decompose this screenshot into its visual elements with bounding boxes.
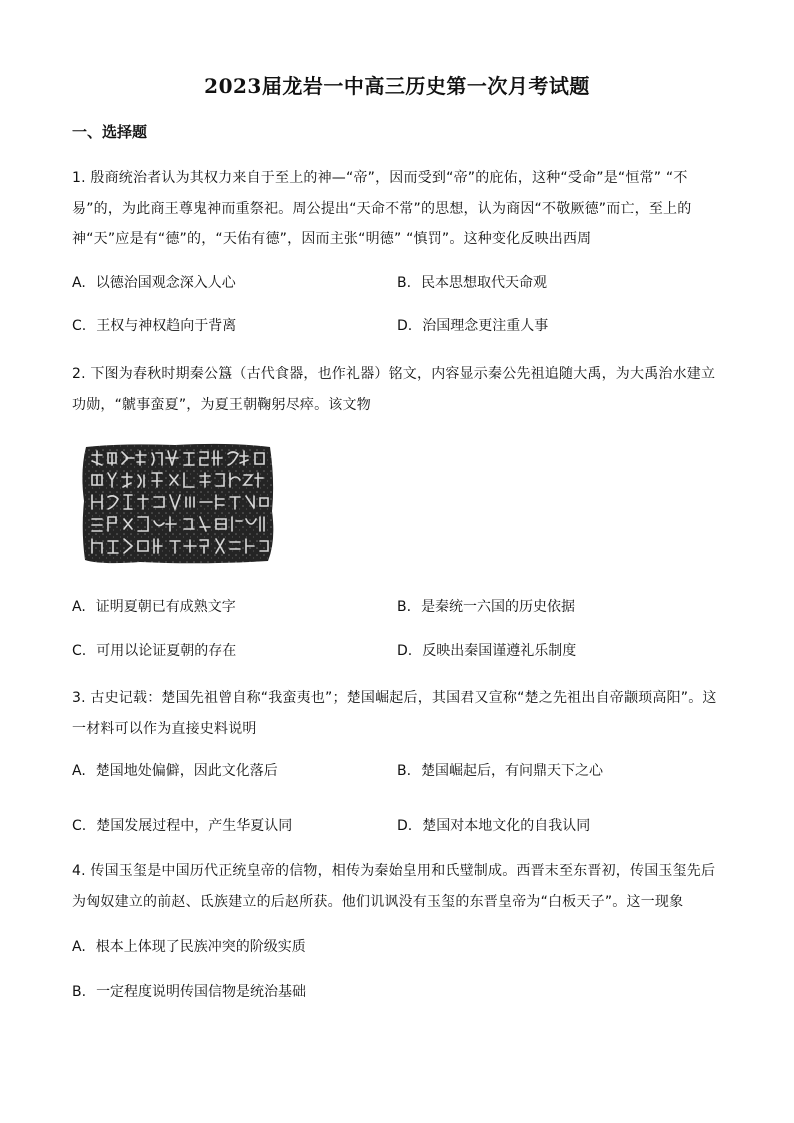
bronze-inscription-rubbing-icon bbox=[80, 441, 276, 567]
option-label: C. bbox=[72, 643, 87, 659]
option-text: 是秦统一六国的历史依据 bbox=[421, 599, 576, 615]
option-text: 民本思想取代天命观 bbox=[421, 275, 548, 291]
option-label: A. bbox=[72, 939, 86, 955]
option-text: 王权与神权趋向于背离 bbox=[96, 318, 237, 334]
question-4-option-a[interactable] bbox=[72, 937, 306, 957]
option-label: B. bbox=[397, 763, 412, 779]
question-1-option-b[interactable] bbox=[397, 273, 547, 293]
question-3-option-d[interactable] bbox=[397, 816, 590, 836]
question-2-option-b[interactable] bbox=[397, 597, 575, 617]
question-3-option-b[interactable] bbox=[397, 761, 603, 781]
option-text: 一定程度说明传国信物是统治基础 bbox=[96, 984, 307, 1000]
section-heading: 一、选择题 bbox=[72, 123, 148, 141]
question-4-option-b[interactable] bbox=[72, 982, 306, 1002]
option-label: D. bbox=[397, 318, 413, 334]
option-text: 可用以论证夏朝的存在 bbox=[96, 643, 237, 659]
option-text: 楚国地处偏僻，因此文化落后 bbox=[95, 763, 278, 779]
question-1-stem: 1. 殷商统治者认为其权力来自于至上的神—“帝”，因而受到“帝”的庇佑，这种“受命”是“恒常” “不易”的，为此商王尊鬼神而重祭祀。周公提出“天命不常”的思想，认为商因“不敬厥德”而亡，至上的神“天”应是有“德”的，“天佑有德”，因而主张“明德” “慎罚”。这种变化反映出西周 bbox=[72, 170, 692, 247]
option-text: 反映出秦国谨遵礼乐制度 bbox=[422, 643, 577, 659]
option-text: 楚国发展过程中，产生华夏认同 bbox=[96, 818, 293, 834]
page-title: 2023届龙岩一中高三历史第一次月考试题 bbox=[204, 74, 590, 98]
option-label: B. bbox=[72, 984, 87, 1000]
option-label: C. bbox=[72, 318, 87, 334]
question-2-stem: 2. 下图为春秋时期秦公簋（古代食器，也作礼器）铭文，内容显示秦公先祖追随大禹，为大禹治水建立功勋，“虩事蛮夏”，为夏王朝鞠躬尽瘁。该文物 bbox=[72, 366, 716, 413]
question-2-option-c[interactable] bbox=[72, 641, 236, 661]
option-label: C. bbox=[72, 818, 87, 834]
question-4-stem: 4. 传国玉玺是中国历代正统皇帝的信物，相传为秦始皇用和氏璧制成。西晋末至东晋初，传国玉玺先后为匈奴建立的前赵、氐族建立的后赵所获。他们讥讽没有玉玺的东晋皇帝为“白板天子”。这一现象 bbox=[72, 863, 716, 910]
option-label: A. bbox=[72, 763, 86, 779]
option-label: A. bbox=[72, 599, 86, 615]
option-label: D. bbox=[397, 643, 413, 659]
question-2-option-d[interactable] bbox=[397, 641, 576, 661]
option-text: 根本上体现了民族冲突的阶级实质 bbox=[95, 939, 306, 955]
option-label: A. bbox=[72, 275, 86, 291]
option-label: B. bbox=[397, 599, 412, 615]
question-1-option-a[interactable] bbox=[72, 273, 236, 293]
question-1-option-d[interactable] bbox=[397, 316, 548, 336]
option-text: 楚国对本地文化的自我认同 bbox=[422, 818, 591, 834]
question-3-stem: 3. 古史记载：楚国先祖曾自称“我蛮夷也”；楚国崛起后，其国君又宣称“楚之先祖出自帝颛顼高阳”。这一材料可以作为直接史料说明 bbox=[72, 690, 717, 737]
question-2-option-a[interactable] bbox=[72, 597, 236, 617]
option-label: B. bbox=[397, 275, 412, 291]
option-text: 治国理念更注重人事 bbox=[422, 318, 549, 334]
option-label: D. bbox=[397, 818, 413, 834]
option-text: 证明夏朝已有成熟文字 bbox=[95, 599, 236, 615]
question-3-option-c[interactable] bbox=[72, 816, 292, 836]
option-text: 以德治国观念深入人心 bbox=[95, 275, 236, 291]
question-3-option-a[interactable] bbox=[72, 761, 278, 781]
option-text: 楚国崛起后，有问鼎天下之心 bbox=[421, 763, 604, 779]
question-1-option-c[interactable] bbox=[72, 316, 236, 336]
